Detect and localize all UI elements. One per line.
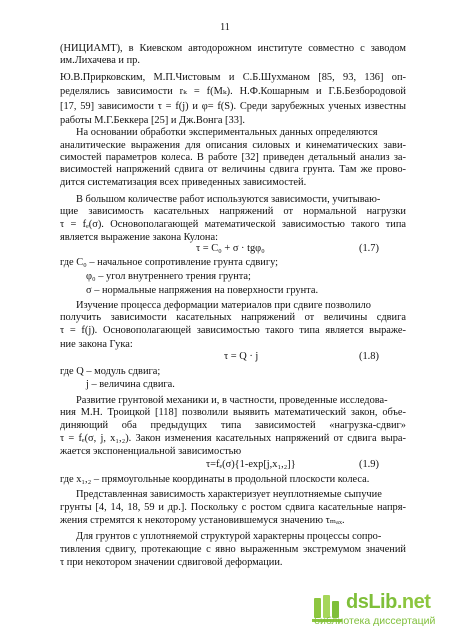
equation-number: (1.9) <box>359 459 379 470</box>
text-line: σ – нормальные напряжения на поверхности грунта. <box>86 285 319 296</box>
text-line: жается экспоненциальной зависимостью <box>60 446 242 457</box>
text-line: тивления сдвигу, протекающие с явно выраженным экстремумом значений <box>60 544 406 555</box>
text-line: j – величина сдвига. <box>86 379 175 390</box>
text-line: τ = fₑ(σ). Основополагающей математической зависимостью такого типа <box>60 219 406 230</box>
text-line: жения стремятся к некоторому установившемуся значению τₘₐₓ. <box>60 515 345 526</box>
equation-number: (1.8) <box>359 351 379 362</box>
text-line: В большом количестве работ используются зависимости, учитываю- <box>76 194 381 205</box>
text-line: им.Лихачева и пр. <box>60 55 140 66</box>
text-line: [17, 59] зависимости τ = f(j) и φ= f(S). Среди зарубежных ученых известны <box>60 101 406 112</box>
text-line: Ю.В.Прирковским, М.П.Чистовым и С.Б.Шухманом [85, 93, 136] оп- <box>60 72 406 83</box>
equation-1-8: τ = Q · j <box>224 351 259 362</box>
equation-number: (1.7) <box>359 243 379 254</box>
text-line: симостей параметров колеса. В работе [32] приведен детальный анализ за- <box>60 152 406 163</box>
watermark-subtitle: библиотека диссертаций <box>314 615 436 627</box>
text-line: Представленная зависимость характеризует неуплотняемые сыпучие <box>76 489 382 500</box>
text-line: грунты [4, 14, 18, 59 и др.]. Поскольку с ростом сдвига касательные напря- <box>60 502 406 513</box>
text-line: Развитие грунтовой механики и, в частности, проведенные исследова- <box>76 395 388 406</box>
text-line: работы М.Г.Беккера [25] и Дж.Вонга [33]. <box>60 115 245 126</box>
text-line: получить зависимости касательных напряжений от величины сдвига <box>60 312 406 323</box>
text-line: τ при некотором значении сдвиговой деформации. <box>60 557 283 568</box>
text-line: τ = fₑ(σ, j, x₁,₂). Закон изменения касательных напряжений от сдвига выра- <box>60 433 406 444</box>
watermark-name-part1: dsLib <box>346 591 397 613</box>
text-line: τ = f(j). Основополагающей зависимостью такого типа является выраже- <box>60 325 406 336</box>
text-line: щие зависимость касательных напряжений от нормальной нагрузки <box>60 206 406 217</box>
text-line: где С₀ – начальное сопротивление грунта сдвигу; <box>60 257 279 268</box>
text-line: На основании обработки экспериментальных данных определяются <box>76 127 378 138</box>
text-line: висимостей напряжений сдвига от величины сдвига грунта. Там же прово- <box>60 164 406 175</box>
watermark-name <box>346 591 430 614</box>
text-line: где x₁,₂ – прямоугольные координаты в продольной плоскости колеса. <box>60 474 370 485</box>
text-line: ния М.Н. Троицкой [118] позволили выявить математический закон, объе- <box>60 407 406 418</box>
equation-1-9: τ=fₑ(σ){1-exp[j,x₁,₂]} <box>206 459 296 470</box>
text-line: является выражение закона Кулона: <box>60 232 218 243</box>
text-line: где Q – модуль сдвига; <box>60 366 161 377</box>
text-line: аналитические выражения для описания силовых и кинематических зави- <box>60 140 406 151</box>
text-line: Для грунтов с уплотняемой структурой характерны процессы сопро- <box>76 531 382 542</box>
equation-1-7: τ = C₀ + σ · tgφ₀ <box>196 243 265 254</box>
text-line: Изучение процесса деформации материалов при сдвиге позволило <box>76 300 371 311</box>
dslib-watermark-logo <box>312 591 436 627</box>
text-line: (НИЦИАМТ), в Киевском автодорожном институте совместно с заводом <box>60 43 406 54</box>
text-line: дится систематизация всех приведенных зависимостей. <box>60 177 307 188</box>
text-line: диняющий оба предыдущих типа зависимостей «нагрузка-сдвиг» <box>60 420 406 431</box>
text-line: ределялись зависимости rₖ = f(Mₖ). Н.Ф.Кошарным и Г.Б.Безбородовой <box>60 86 406 97</box>
watermark-name-part2: .net <box>396 591 431 613</box>
text-line: ние закона Гука: <box>60 339 133 350</box>
page-number: 11 <box>220 22 230 33</box>
text-line: φ₀ – угол внутреннего трения грунта; <box>86 271 251 282</box>
